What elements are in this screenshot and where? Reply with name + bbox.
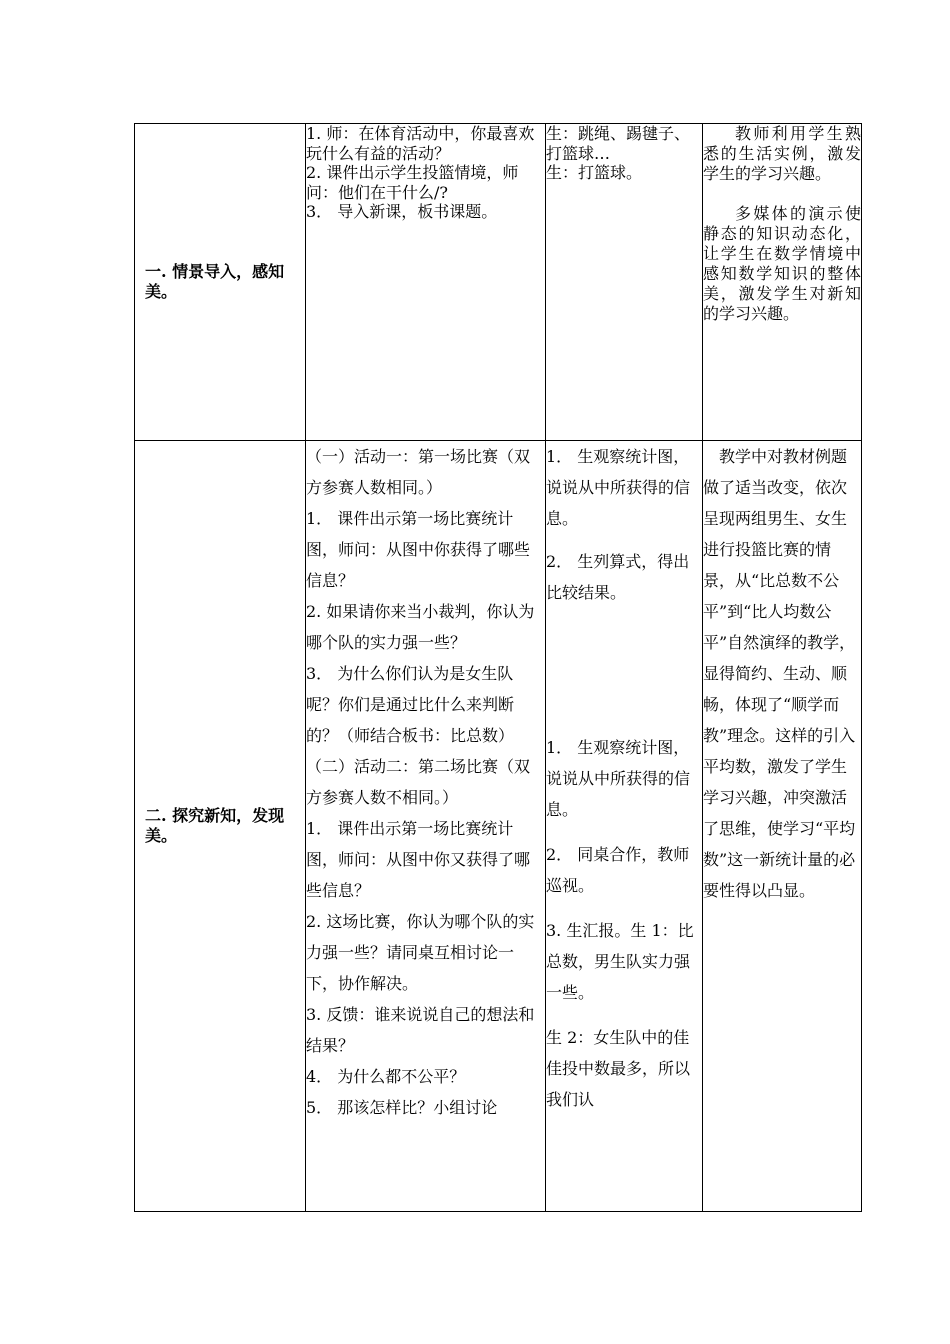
stage-cell [135,124,306,441]
teacher-activity-cell [306,124,546,441]
student-step: 2． 同桌合作，教师巡视。 [546,845,690,895]
stage-title: 二. 探究新知，发现美。 [145,806,285,845]
design-note: 多媒体的演示使静态的知识动态化，让学生在数学情境中感知数学知识的整体美，激发学生对新知的学习兴趣。 [703,204,861,323]
student-activity-cell [546,441,703,1212]
teacher-step: 3. 反馈：谁来说说自己的想法和结果？ [306,1005,535,1055]
teacher-step: 1． 课件出示第一场比赛统计图，师问：从图中你获得了哪些信息？ [306,509,531,590]
design-intent-cell [703,124,862,441]
teacher-step: （二）活动二：第二场比赛（双方参赛人数不相同。） [306,757,531,807]
teacher-step: 5． 那该怎样比？小组讨论 [306,1098,498,1117]
table-row [135,441,862,1212]
design-note: 教学中对教材例题做了适当改变，依次呈现两组男生、女生进行投篮比赛的情景，从“比总数不公平”到“比人均数公平”自然演绎的教学，显得简约、生动、顺畅，体现了“顺学而教”理念。这样的引入平均数，激发了学生学习兴趣，冲突激活了思维，使学习“平均数”这一新统计量的必要性得以凸显。 [703,447,856,900]
lesson-plan-table [134,123,862,1212]
teacher-step: 2. 如果请你来当小裁判，你认为哪个队的实力强一些？ [306,602,535,652]
teacher-step: 2. 这场比赛，你认为哪个队的实力强一些？请同桌互相讨论一下，协作解决。 [306,912,535,993]
student-activity-cell [546,124,703,441]
teacher-step: 2. 课件出示学生投篮情境，师问：他们在干什么/? [306,163,519,202]
teacher-step: 3． 导入新课，板书课题。 [306,202,498,221]
teacher-activity-cell [306,441,546,1212]
student-step: 生：跳绳、踢毽子、打篮球… [546,124,691,163]
teacher-step: 1． 课件出示第一场比赛统计图，师问：从图中你又获得了哪些信息？ [306,819,531,900]
stage-cell [135,441,306,1212]
student-step: 生：打篮球。 [546,163,643,182]
student-step: 1． 生观察统计图，说说从中所获得的信息。 [546,738,691,819]
teacher-step: 1. 师：在体育活动中，你最喜欢玩什么有益的活动？ [306,124,535,163]
design-intent-cell [703,441,862,1212]
table-row [135,124,862,441]
teacher-step: 4． 为什么都不公平？ [306,1067,466,1086]
stage-title: 一. 情景导入，感知美。 [145,262,285,301]
teacher-step: （一）活动一：第一场比赛（双方参赛人数相同。） [306,447,531,497]
student-step: 1． 生观察统计图，说说从中所获得的信息。 [546,447,691,528]
design-note: 教师利用学生熟悉的生活实例，激发学生的学习兴趣。 [703,124,861,183]
student-step: 生 2：女生队中的佳佳投中数最多，所以我们认 [546,1028,691,1109]
teacher-step: 3． 为什么你们认为是女生队呢？你们是通过比什么来判断的？（师结合板书：比总数） [306,664,515,745]
student-step: 3. 生汇报。生 1：比总数，男生队实力强一些。 [546,921,694,1002]
student-step: 2． 生列算式，得出比较结果。 [546,552,690,602]
